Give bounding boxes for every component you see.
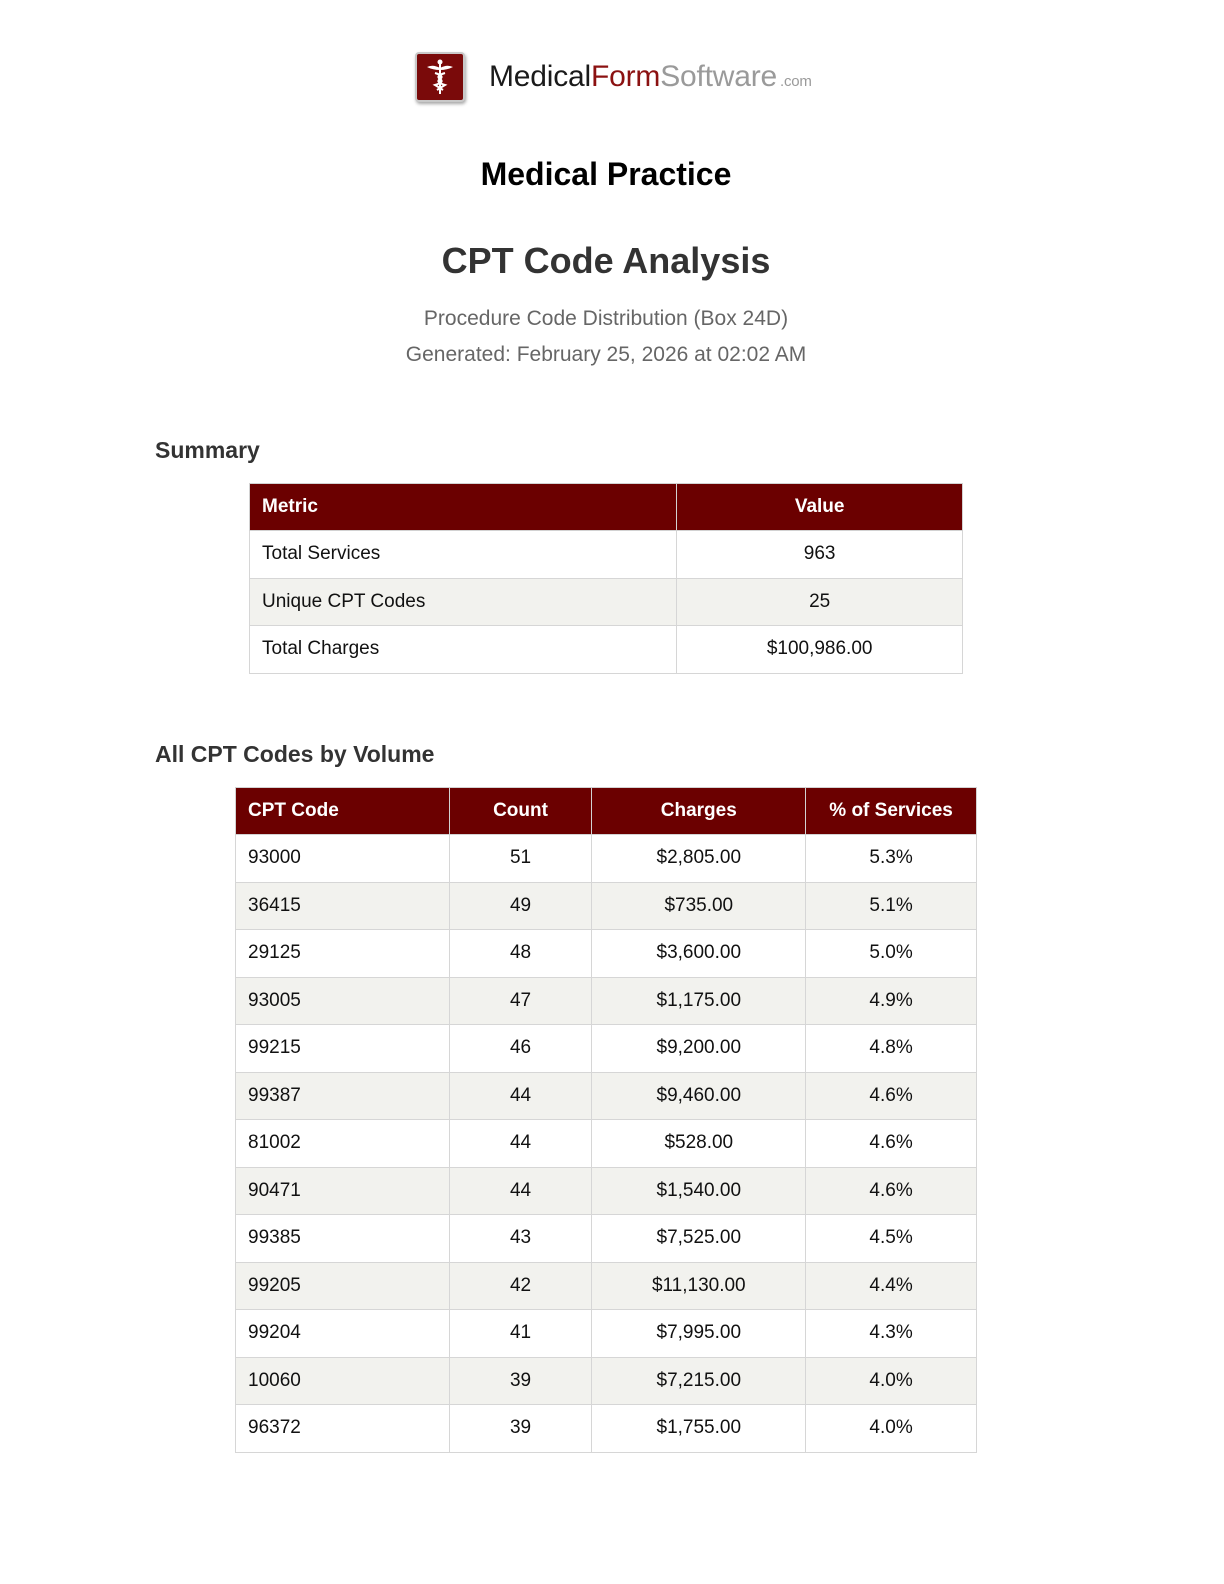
brand-part-software: Software	[660, 60, 777, 93]
summary-heading: Summary	[155, 437, 260, 463]
table-row	[250, 626, 963, 674]
value-cell: 963	[677, 531, 963, 579]
charges-cell: $528.00	[592, 1120, 806, 1168]
percent-cell: 4.0%	[806, 1405, 977, 1453]
table-row	[236, 1357, 977, 1405]
count-cell: 42	[449, 1262, 592, 1310]
charges-cell: $1,755.00	[592, 1405, 806, 1453]
cpt-code-cell: 99387	[236, 1072, 450, 1120]
table-row	[236, 1120, 977, 1168]
brand-part-form: Form	[590, 60, 661, 93]
count-cell: 51	[449, 835, 592, 883]
charges-cell: $9,200.00	[592, 1025, 806, 1073]
cpt-code-cell: 90471	[236, 1167, 450, 1215]
count-cell: 39	[449, 1357, 592, 1405]
codes-heading: All CPT Codes by Volume	[155, 741, 435, 767]
percent-cell: 5.0%	[806, 930, 977, 978]
cpt-code-cell: 29125	[236, 930, 450, 978]
charges-cell: $11,130.00	[592, 1262, 806, 1310]
column-header-count: Count	[449, 788, 592, 835]
table-row	[236, 835, 977, 883]
brand-suffix: .com	[779, 73, 812, 90]
table-row	[236, 1025, 977, 1073]
caduceus-icon	[415, 52, 465, 102]
charges-cell: $3,600.00	[592, 930, 806, 978]
percent-cell: 4.6%	[806, 1120, 977, 1168]
table-row	[250, 578, 963, 626]
column-header-percent: % of Services	[806, 788, 977, 835]
column-header-charges: Charges	[592, 788, 806, 835]
count-cell: 43	[449, 1215, 592, 1263]
table-row	[236, 1405, 977, 1453]
table-row	[236, 1072, 977, 1120]
table-row	[236, 977, 977, 1025]
cpt-codes-table	[235, 787, 977, 1453]
table-row	[236, 1167, 977, 1215]
metric-cell: Unique CPT Codes	[250, 578, 677, 626]
table-row	[250, 531, 963, 579]
charges-cell: $7,525.00	[592, 1215, 806, 1263]
percent-cell: 4.6%	[806, 1167, 977, 1215]
charges-cell: $7,215.00	[592, 1357, 806, 1405]
percent-cell: 4.4%	[806, 1262, 977, 1310]
count-cell: 39	[449, 1405, 592, 1453]
metric-cell: Total Charges	[250, 626, 677, 674]
cpt-code-cell: 96372	[236, 1405, 450, 1453]
column-header-value: Value	[677, 484, 963, 531]
metric-cell: Total Services	[250, 531, 677, 579]
percent-cell: 4.5%	[806, 1215, 977, 1263]
cpt-code-cell: 81002	[236, 1120, 450, 1168]
cpt-code-cell: 99205	[236, 1262, 450, 1310]
table-row	[236, 882, 977, 930]
charges-cell: $1,175.00	[592, 977, 806, 1025]
value-cell: 25	[677, 578, 963, 626]
cpt-code-cell: 93005	[236, 977, 450, 1025]
count-cell: 48	[449, 930, 592, 978]
count-cell: 41	[449, 1310, 592, 1358]
count-cell: 49	[449, 882, 592, 930]
percent-cell: 5.3%	[806, 835, 977, 883]
practice-name: Medical Practice	[480, 156, 732, 192]
cpt-code-cell: 99385	[236, 1215, 450, 1263]
cpt-code-cell: 36415	[236, 882, 450, 930]
charges-cell: $735.00	[592, 882, 806, 930]
table-row	[236, 1310, 977, 1358]
brand-logo	[415, 50, 812, 104]
percent-cell: 4.8%	[806, 1025, 977, 1073]
cpt-code-cell: 99215	[236, 1025, 450, 1073]
count-cell: 44	[449, 1072, 592, 1120]
count-cell: 47	[449, 977, 592, 1025]
cpt-code-cell: 10060	[236, 1357, 450, 1405]
codes-table-body	[236, 835, 977, 1453]
charges-cell: $9,460.00	[592, 1072, 806, 1120]
summary-table	[249, 483, 963, 674]
count-cell: 46	[449, 1025, 592, 1073]
charges-cell: $1,540.00	[592, 1167, 806, 1215]
table-row	[236, 930, 977, 978]
charges-cell: $7,995.00	[592, 1310, 806, 1358]
percent-cell: 4.9%	[806, 977, 977, 1025]
column-header-metric: Metric	[250, 484, 677, 531]
value-cell: $100,986.00	[677, 626, 963, 674]
table-row	[236, 1262, 977, 1310]
percent-cell: 4.3%	[806, 1310, 977, 1358]
page-title: CPT Code Analysis	[441, 240, 771, 281]
cpt-code-cell: 93000	[236, 835, 450, 883]
percent-cell: 4.6%	[806, 1072, 977, 1120]
table-row	[236, 1215, 977, 1263]
cpt-code-cell: 99204	[236, 1310, 450, 1358]
column-header-cpt-code: CPT Code	[236, 788, 450, 835]
percent-cell: 5.1%	[806, 882, 977, 930]
percent-cell: 4.0%	[806, 1357, 977, 1405]
summary-header-row	[250, 484, 963, 531]
count-cell: 44	[449, 1120, 592, 1168]
codes-header-row	[236, 788, 977, 835]
charges-cell: $2,805.00	[592, 835, 806, 883]
brand-part-medical: Medical	[489, 60, 591, 93]
count-cell: 44	[449, 1167, 592, 1215]
generated-timestamp: Generated: February 25, 2026 at 02:02 AM	[405, 343, 807, 366]
page-subtitle: Procedure Code Distribution (Box 24D)	[423, 307, 789, 330]
brand-name	[489, 60, 812, 94]
